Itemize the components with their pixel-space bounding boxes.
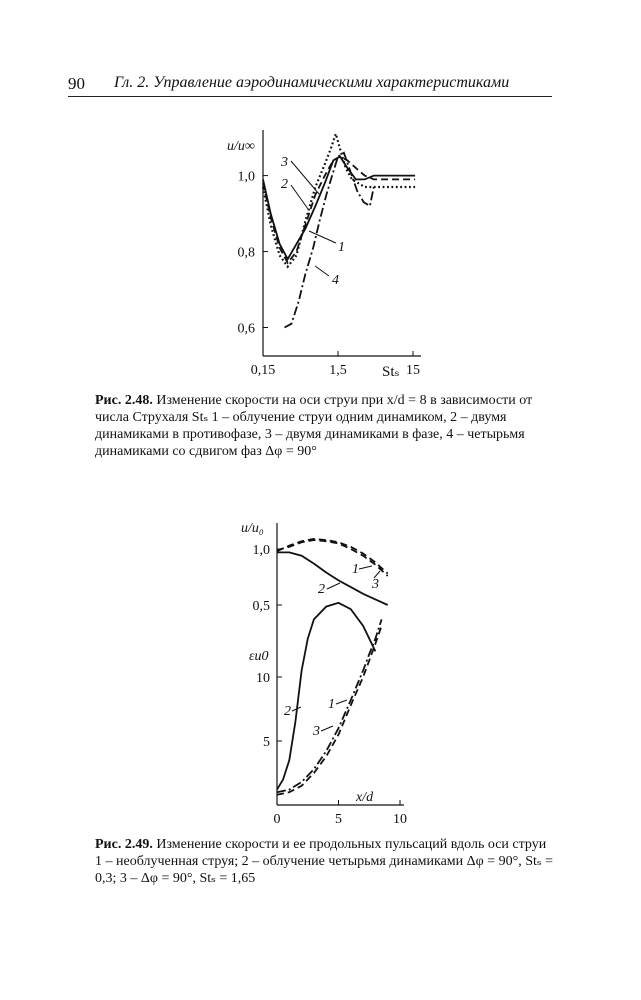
fig49-e-curve-label-2: 2 bbox=[284, 704, 291, 719]
fig48-y-tick-label: 1,0 bbox=[237, 169, 255, 185]
fig49-leader-line bbox=[336, 700, 347, 704]
fig48-x-axis-label: Stₛ bbox=[382, 364, 400, 380]
fig49-x-axis-label: x/d bbox=[356, 790, 374, 805]
fig49-u-y-axis-label: u/u₀ bbox=[241, 521, 264, 536]
figure-2-49-caption bbox=[95, 836, 555, 887]
fig49-u-y-tick-label: 0,5 bbox=[252, 599, 270, 614]
figure-2-48-caption-text: Изменение скорости на оси струи при x/d = 8 в зависимости от числа Струхаля Stₛ 1 – облучение струи одним динамиком, 2 – двумя динамиками в противофазе, 3 – двумя динамиками в фазе, 4 – четырьмя динамиками со сдвигом фаз Δφ = 90° bbox=[95, 393, 533, 459]
fig49-labels bbox=[284, 562, 380, 739]
fig48-y-tick-label: 0,8 bbox=[237, 245, 255, 261]
fig48-curve-label-2: 2 bbox=[281, 177, 288, 192]
fig49-x-tick-label: 10 bbox=[393, 812, 407, 827]
fig49-x-tick-label: 0 bbox=[273, 812, 281, 827]
fig48-y-axis-label: u/u∞ bbox=[227, 139, 255, 154]
fig49-leader-line bbox=[359, 566, 372, 569]
figure-2-49-caption-text: Изменение скорости и ее продольных пульсаций вдоль оси струи 1 – необлученная струя; 2 – облучение четырьмя динамиками Δφ = 90°, Stₛ = 0,3; 3 – Δφ = 90°, Stₛ = 1,65 bbox=[95, 837, 554, 886]
page-number: 90 bbox=[68, 74, 85, 93]
figure-2-49-label: Рис. 2.49. bbox=[95, 837, 153, 852]
fig48-curve-label-3: 3 bbox=[281, 155, 288, 170]
figure-2-48-label: Рис. 2.48. bbox=[95, 393, 153, 408]
fig48-x-tick-label: 15 bbox=[406, 363, 420, 378]
fig49-axes bbox=[241, 521, 407, 827]
fig49-e-y-tick-label: 5 bbox=[263, 735, 270, 750]
fig49-u-curve-label-2: 2 bbox=[318, 582, 325, 597]
fig49-u-curve-label-1: 1 bbox=[352, 562, 359, 577]
fig48-curve-label-1: 1 bbox=[338, 240, 345, 255]
fig48-x-tick-label: 0,15 bbox=[250, 363, 276, 378]
fig49-leader-line bbox=[327, 583, 340, 589]
fig49-u-y-tick-label: 1,0 bbox=[252, 543, 270, 558]
fig49-leader-line bbox=[321, 726, 333, 731]
fig49-u-series-line-1 bbox=[277, 539, 388, 574]
fig49-e-series-line-2 bbox=[277, 603, 375, 790]
fig49-e-curve-label-1: 1 bbox=[328, 697, 335, 712]
fig49-u-series-line-3 bbox=[277, 540, 388, 576]
fig49-x-tick-label: 5 bbox=[335, 812, 342, 827]
fig49-e-curve-label-3: 3 bbox=[313, 724, 320, 739]
fig49-u-curve-label-3: 3 bbox=[372, 577, 379, 592]
fig48-y-tick-label: 0,6 bbox=[237, 321, 255, 337]
fig49-e-y-axis-label: εu0 bbox=[249, 649, 269, 664]
chapter-title: Гл. 2. Управление аэродинамическими характеристиками bbox=[114, 74, 510, 91]
fig49-e-y-tick-label: 10 bbox=[256, 671, 270, 686]
fig48-curve-label-4: 4 bbox=[332, 273, 339, 288]
fig48-x-tick-label: 1,5 bbox=[329, 363, 347, 378]
